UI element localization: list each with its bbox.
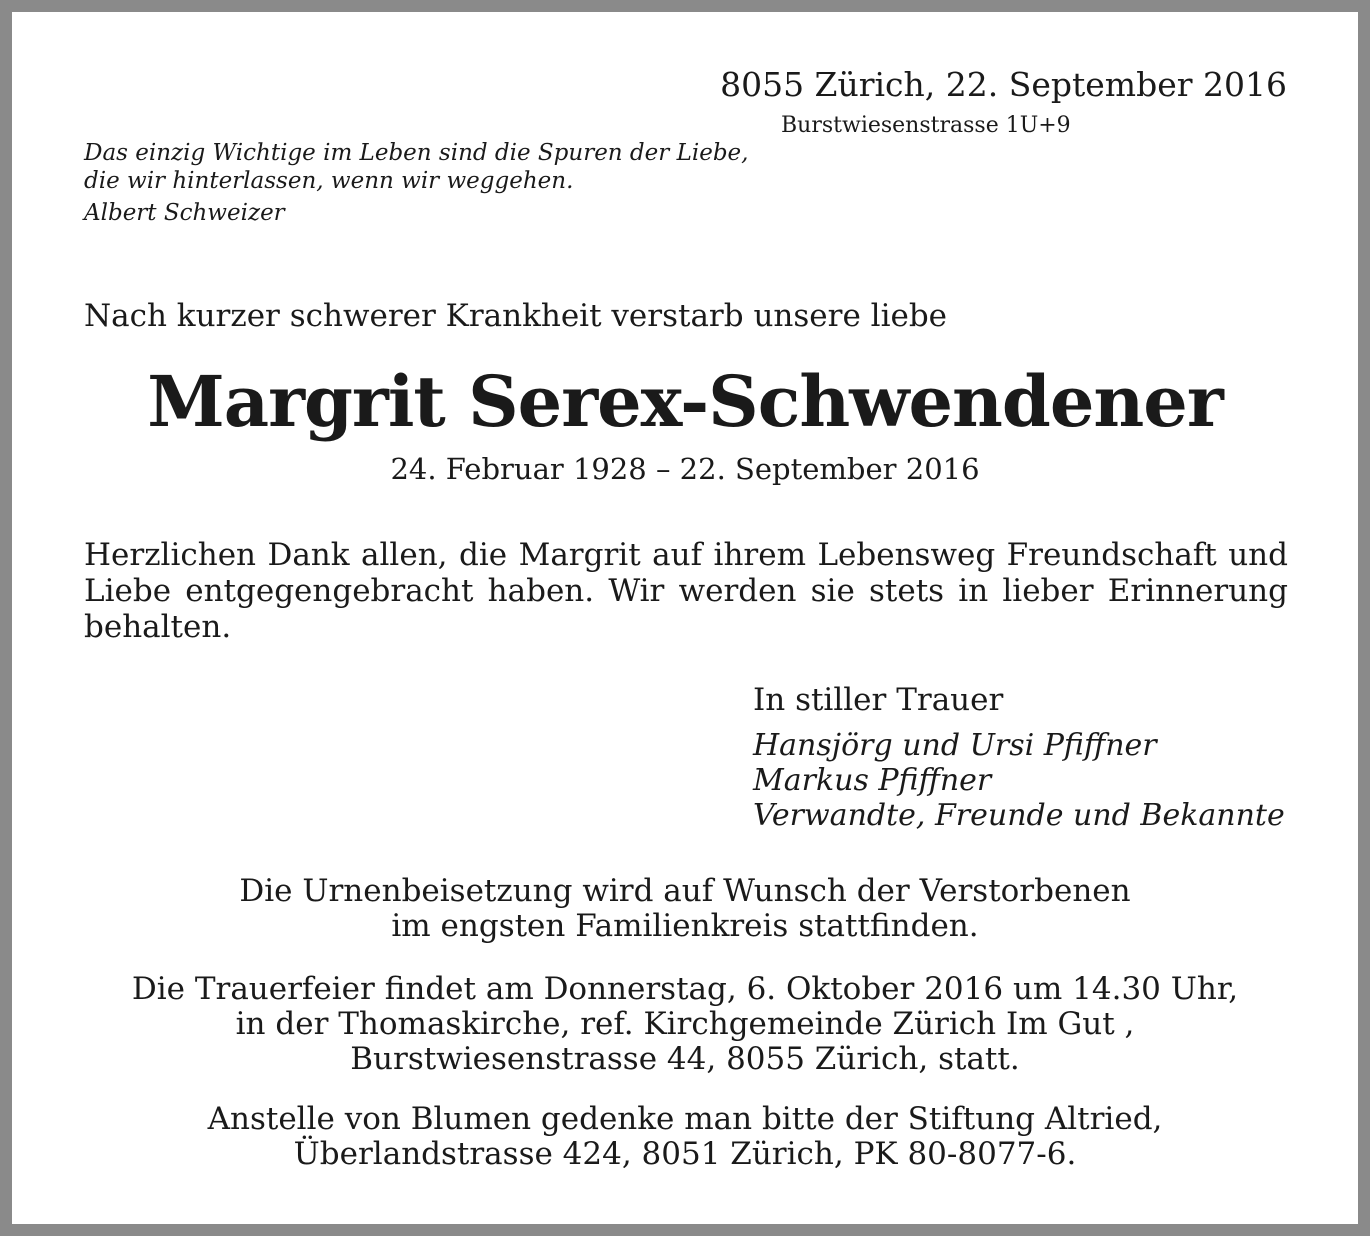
signature-name: Markus Pfiffner: [753, 763, 992, 798]
burial-line: im engsten Familienkreis stattfinden.: [391, 908, 979, 944]
burial-line: Die Urnenbeisetzung wird auf Wunsch der Verstorbenen: [239, 873, 1131, 909]
service-line: Burstwiesenstrasse 44, 8055 Zürich, statt.: [350, 1041, 1020, 1077]
announcement-intro: Nach kurzer schwerer Krankheit verstarb unsere liebe: [84, 298, 948, 334]
burial-notice: [12, 874, 1358, 944]
obituary-notice: [12, 12, 1358, 1224]
signature-name: Verwandte, Freunde und Bekannte: [753, 798, 1285, 833]
motto-line: die wir hinterlassen, wenn wir weggehen.: [84, 168, 574, 194]
signature-name: Hansjörg und Ursi Pfiffner: [753, 728, 1157, 763]
service-line: Die Trauerfeier findet am Donnerstag, 6. Oktober 2016 um 14.30 Uhr,: [131, 971, 1239, 1007]
place-date: 8055 Zürich, 22. September 2016: [720, 65, 1287, 104]
service-line: in der Thomaskirche, ref. Kirchgemeinde Zürich Im Gut ,: [235, 1006, 1135, 1042]
street-address: Burstwiesenstrasse 1U+9: [781, 113, 1071, 138]
motto-quote: [84, 139, 748, 195]
donation-notice: [12, 1102, 1358, 1172]
life-dates: 24. Februar 1928 – 22. September 2016: [390, 452, 980, 486]
signature-intro: In stiller Trauer: [753, 682, 1004, 718]
thanks-paragraph: Herzlichen Dank allen, die Margrit auf ihrem Lebensweg Freundschaft und Liebe entgegengebracht haben. Wir werden sie stets in lieber Erinnerung behalten.: [84, 537, 1288, 645]
motto-author: Albert Schweizer: [84, 200, 285, 226]
service-notice: [12, 972, 1358, 1077]
donation-line: Anstelle von Blumen gedenke man bitte der Stiftung Altried,: [207, 1101, 1163, 1137]
deceased-name: Margrit Serex-Schwendener: [147, 360, 1223, 443]
donation-line: Überlandstrasse 424, 8051 Zürich, PK 80-8077-6.: [293, 1136, 1077, 1172]
motto-line: Das einzig Wichtige im Leben sind die Spuren der Liebe,: [84, 140, 749, 166]
